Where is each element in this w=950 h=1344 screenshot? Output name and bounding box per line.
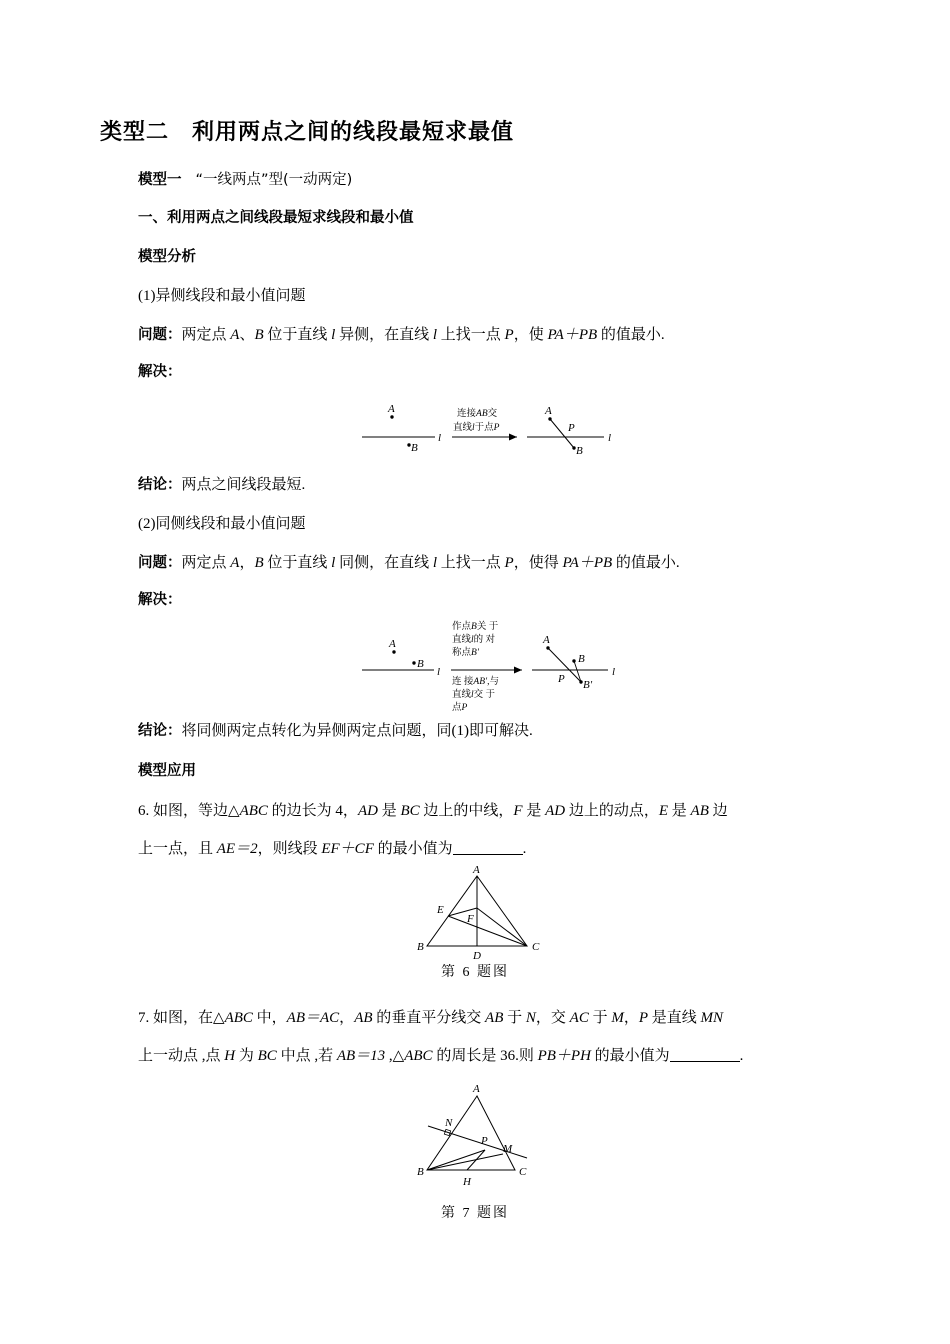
page-title: 类型二 利用两点之间的线段最短求最值 xyxy=(100,120,515,145)
question-label: 问题： xyxy=(138,555,182,571)
item2-conclusion: 结论：将同侧两定点转化为异侧两定点问题，同(1)即可解决. xyxy=(138,723,533,739)
question-label: 问题： xyxy=(138,327,182,343)
fig1-arrow-text-1: 连接AB交 xyxy=(457,409,498,419)
item1-question: 问题：两定点 A、B 位于直线 l 异侧，在直线 l 上找一点 P，使 PA＋PB 的值最小. xyxy=(138,327,665,343)
model-heading xyxy=(138,168,352,189)
figure-same-side xyxy=(352,612,642,717)
item1-conclusion: 结论：两点之间线段最短. xyxy=(138,477,306,493)
figure-6-caption: 第 6 题图 xyxy=(441,965,509,980)
fig1-right-label-l: l xyxy=(608,432,612,444)
item2-label: (2)同侧线段和最小值问题 xyxy=(138,516,306,532)
problem-7-line-2: 上一动点 ,点 H 为 BC 中点 ,若 AB＝13 ,△ABC 的周长是 36.则 PB＋PH 的最小值为 . xyxy=(138,1048,744,1064)
fig7-label-B: B xyxy=(417,1166,424,1178)
fig7-label-N: N xyxy=(445,1117,453,1129)
figure-7-caption: 第 7 题图 xyxy=(441,1206,509,1221)
fig2-right-label-Bprime: B′ xyxy=(583,679,593,691)
model-application-heading: 模型应用 xyxy=(138,763,196,779)
fig6-label-C: C xyxy=(532,941,540,953)
fig7-label-H: H xyxy=(463,1176,471,1188)
fig2-left-label-B: B xyxy=(417,658,424,670)
figure-different-sides xyxy=(352,385,632,465)
fig1-left-label-l: l xyxy=(438,432,442,444)
fig2-arrow-text-5: 直线l交 于 xyxy=(452,690,496,700)
model-label: 模型一 xyxy=(138,172,182,188)
fig6-label-E: E xyxy=(437,904,444,916)
fig6-label-B: B xyxy=(417,941,424,953)
fig1-right-label-B: B xyxy=(576,445,583,457)
fig2-arrow-text-3: 称点B′ xyxy=(452,648,479,658)
item2-solve-label: 解决： xyxy=(138,592,182,608)
fig1-right-label-A: A xyxy=(545,405,552,417)
fig2-right-label-A: A xyxy=(543,634,550,646)
fig7-label-P: P xyxy=(481,1135,488,1147)
problem-6-line-2: 上一点，且 AE＝2，则线段 EF＋CF 的最小值为 . xyxy=(138,841,527,857)
fig7-label-A: A xyxy=(473,1083,480,1095)
fig6-label-D: D xyxy=(473,950,481,962)
fig2-right-label-l: l xyxy=(612,666,616,678)
fig6-label-A: A xyxy=(473,864,480,876)
fig1-arrow-text-2: 直线l于点P xyxy=(453,423,500,433)
problem-7-line-1: 7. 如图，在△ABC 中，AB＝AC，AB 的垂直平分线交 AB 于 N，交 AC 于 M，P 是直线 MN xyxy=(138,1010,724,1026)
fig1-left-label-A: A xyxy=(388,403,395,415)
fig7-label-C: C xyxy=(519,1166,527,1178)
fig2-arrow-text-6: 点P xyxy=(452,703,468,713)
problem-6-answer-blank[interactable] xyxy=(453,840,523,855)
fig2-arrow-text-4: 连 接AB′,与 xyxy=(452,677,499,687)
fig2-right-label-P: P xyxy=(558,673,565,685)
fig1-left-label-B: B xyxy=(411,442,418,454)
section-one-heading: 一、利用两点之间线段最短求线段和最小值 xyxy=(138,210,414,226)
fig2-left-label-A: A xyxy=(389,638,396,650)
fig2-left-label-l: l xyxy=(437,666,441,678)
fig7-label-M: M xyxy=(503,1143,513,1155)
model-analysis-heading: 模型分析 xyxy=(138,249,196,265)
item1-solve-label: 解决： xyxy=(138,364,182,380)
fig2-arrow-text-2: 直线l的 对 xyxy=(452,635,496,645)
model-name: “一线两点”型(一动两定) xyxy=(195,172,353,188)
item1-label: (1)异侧线段和最小值问题 xyxy=(138,288,306,304)
problem-6-line-1: 6. 如图，等边△ABC 的边长为 4，AD 是 BC 边上的中线，F 是 AD 边上的动点，E 是 AB 边 xyxy=(138,803,728,819)
fig6-label-F: F xyxy=(467,913,474,925)
figure-problem-7 xyxy=(415,1078,570,1188)
figure-problem-6 xyxy=(415,864,565,963)
problem-7-answer-blank[interactable] xyxy=(670,1047,740,1062)
fig2-right-label-B: B xyxy=(578,653,585,665)
fig2-arrow-text-1: 作点B关 于 xyxy=(452,622,499,632)
fig1-right-label-P: P xyxy=(568,422,575,434)
item2-question: 问题：两定点 A，B 位于直线 l 同侧，在直线 l 上找一点 P，使得 PA＋PB 的值最小. xyxy=(138,555,680,571)
